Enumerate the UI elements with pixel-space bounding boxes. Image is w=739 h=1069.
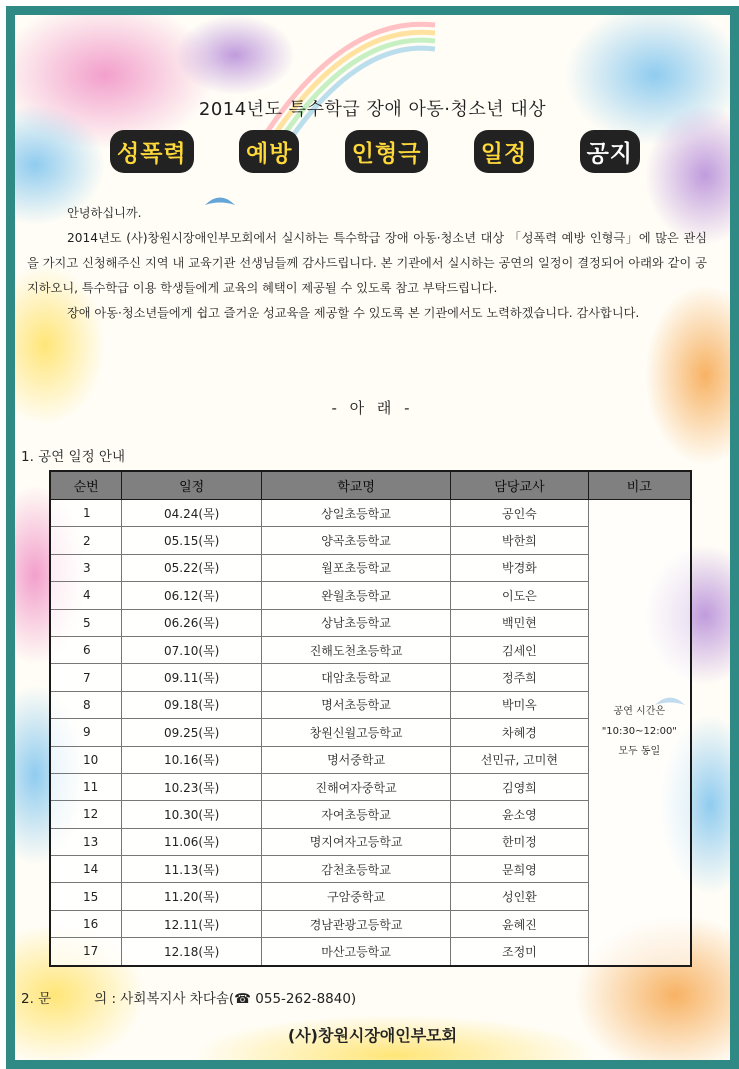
row-teacher: 한미정 — [451, 828, 588, 855]
row-teacher: 박한희 — [451, 527, 588, 554]
greeting: 안녕하십니까. — [67, 206, 142, 220]
title-word: 예방 — [239, 130, 299, 173]
row-date: 10.23(목) — [122, 773, 262, 800]
row-date: 09.18(목) — [122, 691, 262, 718]
row-date: 10.30(목) — [122, 801, 262, 828]
row-teacher: 김영희 — [451, 773, 588, 800]
row-number: 14 — [50, 856, 122, 883]
row-number: 4 — [50, 582, 122, 609]
title-word: 공지 — [580, 130, 640, 173]
table-body — [50, 500, 691, 966]
row-teacher: 윤소영 — [451, 801, 588, 828]
row-date: 11.20(목) — [122, 883, 262, 910]
note-line: 공연 시간은 — [613, 706, 666, 718]
page-heading: 2014년도 특수학급 장애 아동·청소년 대상 — [198, 99, 547, 120]
page-frame — [6, 6, 739, 1069]
row-school: 마산고등학교 — [262, 938, 451, 966]
column-header: 담당교사 — [451, 471, 588, 500]
row-school: 구암중학교 — [262, 883, 451, 910]
row-number: 12 — [50, 801, 122, 828]
row-number: 5 — [50, 609, 122, 636]
row-teacher: 선민규, 고미현 — [451, 746, 588, 773]
letter-body — [27, 201, 707, 326]
row-teacher: 조정미 — [451, 938, 588, 966]
letter-paragraph: 2014년도 (사)창원시장애인부모회에서 실시하는 특수학급 장애 아동·청소년 대상 「성폭력 예방 인형극」에 많은 관심을 가지고 신청해주신 지역 내 교육기관 선생님들께 감사드립니다. 본 기관에서 실시하는 공연의 일정이 결정되어 아래와 같이 공지하오니, 특수학급 이용 학생들에게 교육의 혜택이 제공될 수 있도록 참고 부탁드립니다. — [27, 231, 707, 295]
note-line: "10:30~12:00" — [601, 726, 677, 738]
contact-info: 2. 문 의 : 사회복지사 차다솜(☎ 055-262-8840) — [21, 991, 357, 1007]
organization-name: (사)창원시장애인부모회 — [287, 1026, 458, 1045]
row-number: 6 — [50, 636, 122, 663]
row-date: 05.22(목) — [122, 554, 262, 581]
row-teacher: 백민현 — [451, 609, 588, 636]
row-teacher: 차혜경 — [451, 719, 588, 746]
row-teacher: 공인숙 — [451, 500, 588, 527]
note-line: 모두 동일 — [618, 746, 661, 758]
row-teacher: 성인환 — [451, 883, 588, 910]
row-number: 13 — [50, 828, 122, 855]
table-header-row — [50, 471, 691, 500]
row-teacher: 김세인 — [451, 636, 588, 663]
row-teacher: 윤혜진 — [451, 910, 588, 937]
note-cell — [588, 500, 691, 966]
row-date: 06.26(목) — [122, 609, 262, 636]
row-date: 04.24(목) — [122, 500, 262, 527]
row-teacher: 박미옥 — [451, 691, 588, 718]
row-teacher: 이도은 — [451, 582, 588, 609]
row-date: 07.10(목) — [122, 636, 262, 663]
row-number: 9 — [50, 719, 122, 746]
row-date: 11.13(목) — [122, 856, 262, 883]
row-number: 8 — [50, 691, 122, 718]
row-school: 진해여자중학교 — [262, 773, 451, 800]
row-school: 월포초등학교 — [262, 554, 451, 581]
row-school: 명지여자고등학교 — [262, 828, 451, 855]
row-teacher: 문희영 — [451, 856, 588, 883]
row-school: 창원신월고등학교 — [262, 719, 451, 746]
row-number: 7 — [50, 664, 122, 691]
row-school: 진해도천초등학교 — [262, 636, 451, 663]
row-number: 11 — [50, 773, 122, 800]
row-number: 10 — [50, 746, 122, 773]
row-date: 12.11(목) — [122, 910, 262, 937]
notice-title — [110, 128, 640, 174]
row-teacher: 박경화 — [451, 554, 588, 581]
table-row — [50, 500, 691, 527]
row-school: 명서초등학교 — [262, 691, 451, 718]
ahrae-heading: - 아 래 - — [331, 399, 414, 417]
row-school: 감천초등학교 — [262, 856, 451, 883]
title-word: 성폭력 — [110, 130, 194, 173]
column-header: 일정 — [122, 471, 262, 500]
row-number: 2 — [50, 527, 122, 554]
row-date: 12.18(목) — [122, 938, 262, 966]
row-school: 경남관광고등학교 — [262, 910, 451, 937]
column-header: 학교명 — [262, 471, 451, 500]
row-number: 3 — [50, 554, 122, 581]
row-number: 16 — [50, 910, 122, 937]
row-date: 05.15(목) — [122, 527, 262, 554]
row-date: 09.25(목) — [122, 719, 262, 746]
title-word: 일정 — [474, 130, 534, 173]
row-date: 06.12(목) — [122, 582, 262, 609]
letter-paragraph: 장애 아동·청소년들에게 쉽고 즐거운 성교육을 제공할 수 있도록 본 기관에서도 노력하겠습니다. 감사합니다. — [67, 306, 640, 320]
row-date: 11.06(목) — [122, 828, 262, 855]
row-school: 자여초등학교 — [262, 801, 451, 828]
column-header: 비고 — [588, 471, 691, 500]
row-number: 15 — [50, 883, 122, 910]
row-school: 양곡초등학교 — [262, 527, 451, 554]
title-word: 인형극 — [345, 130, 429, 173]
schedule-table — [49, 470, 692, 967]
row-school: 완월초등학교 — [262, 582, 451, 609]
row-school: 상일초등학교 — [262, 500, 451, 527]
row-date: 09.11(목) — [122, 664, 262, 691]
row-number: 17 — [50, 938, 122, 966]
row-school: 상남초등학교 — [262, 609, 451, 636]
row-teacher: 정주희 — [451, 664, 588, 691]
row-school: 대암초등학교 — [262, 664, 451, 691]
section-heading: 1. 공연 일정 안내 — [21, 449, 125, 465]
column-header: 순번 — [50, 471, 122, 500]
row-date: 10.16(목) — [122, 746, 262, 773]
row-number: 1 — [50, 500, 122, 527]
row-school: 명서중학교 — [262, 746, 451, 773]
